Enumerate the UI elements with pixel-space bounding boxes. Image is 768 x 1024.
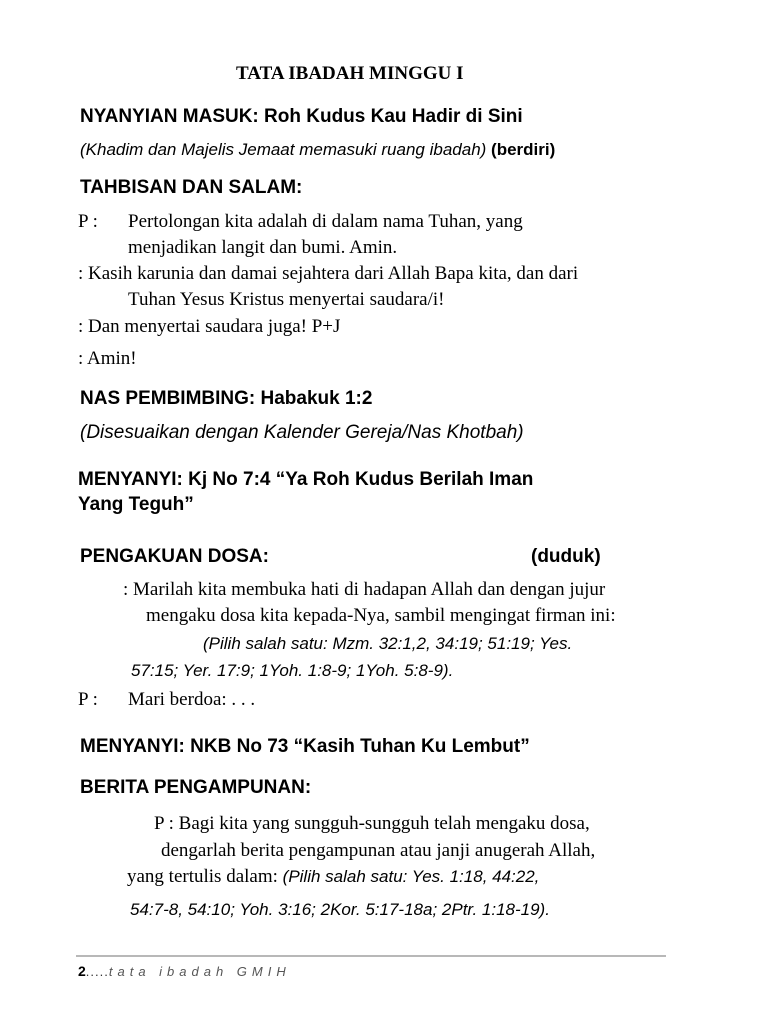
page-footer bbox=[78, 963, 291, 979]
berita-line2: dengarlah berita pengampunan atau janji anugerah Allah, bbox=[161, 840, 596, 861]
pengakuan-ref-line1: (Pilih salah satu: Mzm. 32:1,2, 34:19; 51:19; Yes. bbox=[203, 634, 573, 653]
nas-note: (Disesuaikan dengan Kalender Gereja/Nas Khotbah) bbox=[80, 422, 524, 443]
tahbisan-response-line4: : Amin! bbox=[78, 348, 137, 369]
tahbisan-p-line1: Pertolongan kita adalah di dalam nama Tuhan, yang bbox=[128, 211, 523, 232]
berita-line3-ref: (Pilih salah satu: Yes. 1:18, 44:22, bbox=[282, 867, 540, 886]
berita-line3-text: yang tertulis dalam: bbox=[127, 866, 283, 887]
tahbisan-response-line2: Tuhan Yesus Kristus menyertai saudara/i! bbox=[128, 289, 445, 310]
berita-line4-ref: 54:7-8, 54:10; Yoh. 3:16; 2Kor. 5:17-18a; 2Ptr. 1:18-19). bbox=[130, 900, 550, 919]
tahbisan-p-line2: menjadikan langit dan bumi. Amin. bbox=[128, 237, 398, 258]
section-heading-nas-pembimbing: NAS PEMBIMBING: Habakuk 1:2 bbox=[80, 388, 373, 409]
nyanyian-masuk-note-line bbox=[80, 140, 555, 160]
berita-line3 bbox=[127, 866, 539, 888]
pengakuan-line2: mengaku dosa kita kepada-Nya, sambil mengingat firman ini: bbox=[146, 605, 616, 626]
section-heading-menyanyi-kj: MENYANYI: Kj No 7:4 “Ya Roh Kudus Berilah Iman bbox=[78, 469, 534, 490]
nyanyian-masuk-posture: (berdiri) bbox=[491, 140, 556, 159]
section-heading-tahbisan: TAHBISAN DAN SALAM: bbox=[80, 177, 303, 198]
page-title: TATA IBADAH MINGGU I bbox=[236, 63, 464, 84]
section-heading-nyanyian-masuk: NYANYIAN MASUK: Roh Kudus Kau Hadir di Sini bbox=[80, 106, 523, 127]
pengakuan-p-label: P : bbox=[78, 689, 98, 710]
tahbisan-response-line3: : Dan menyertai saudara juga! P+J bbox=[78, 316, 341, 337]
footer-dots: ..... bbox=[85, 964, 109, 979]
pengakuan-p-text: Mari berdoa: . . . bbox=[128, 689, 256, 710]
nyanyian-masuk-note: (Khadim dan Majelis Jemaat memasuki ruang ibadah) bbox=[80, 140, 487, 159]
berita-line1: P : Bagi kita yang sungguh-sungguh telah mengaku dosa, bbox=[154, 813, 590, 834]
section-heading-menyanyi-nkb: MENYANYI: NKB No 73 “Kasih Tuhan Ku Lembut” bbox=[80, 736, 530, 757]
pengakuan-ref-line2: 57:15; Yer. 17:9; 1Yoh. 1:8-9; 1Yoh. 5:8-9). bbox=[131, 661, 454, 680]
pengakuan-line1: : Marilah kita membuka hati di hadapan Allah dan dengan jujur bbox=[123, 579, 606, 600]
section-heading-menyanyi-kj-line2: Yang Teguh” bbox=[78, 494, 194, 515]
footer-text: tata ibadah GMIH bbox=[108, 964, 291, 979]
footer-divider bbox=[76, 955, 666, 957]
pengakuan-posture: (duduk) bbox=[531, 546, 601, 567]
section-heading-berita-pengampunan: BERITA PENGAMPUNAN: bbox=[80, 777, 312, 798]
tahbisan-response-line1: : Kasih karunia dan damai sejahtera dari Allah Bapa kita, dan dari bbox=[78, 263, 579, 284]
section-heading-pengakuan-dosa: PENGAKUAN DOSA: bbox=[80, 546, 269, 567]
tahbisan-p-label: P : bbox=[78, 211, 98, 232]
page-number: 2 bbox=[78, 963, 86, 979]
